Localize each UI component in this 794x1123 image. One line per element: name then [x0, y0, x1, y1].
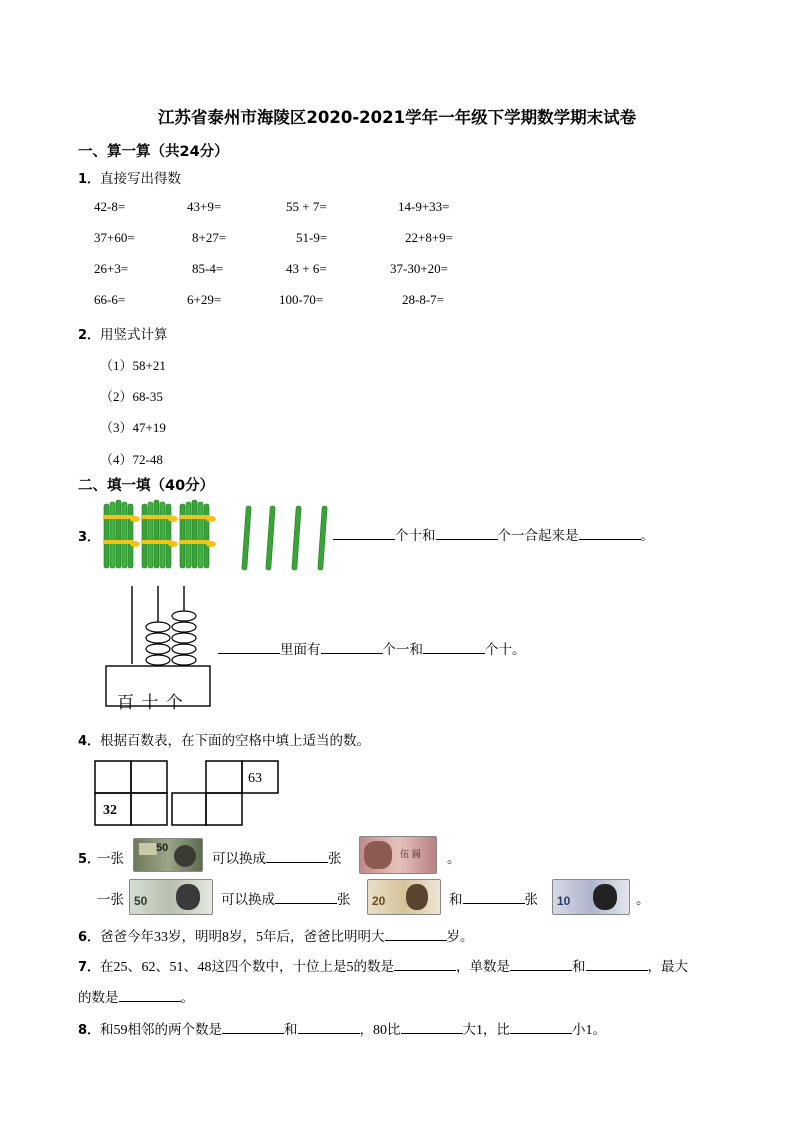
calc-item: 42-8=: [94, 199, 126, 214]
grid-cell-value: 32: [103, 803, 117, 818]
calc-item: 37+60=: [94, 230, 135, 245]
bill-denomination: 伍 圆: [400, 850, 421, 860]
text: ，: [359, 1022, 374, 1038]
answer-blank[interactable]: [401, 1019, 463, 1034]
answer-blank[interactable]: [394, 956, 456, 971]
text: 可以换成: [212, 851, 266, 867]
text: 比: [387, 1022, 401, 1038]
answer-blank[interactable]: [298, 1019, 360, 1034]
question-number: 2．: [78, 328, 101, 343]
text: 相邻的两个数是: [127, 1022, 223, 1038]
text: 爸爸今年: [100, 929, 155, 945]
bill-denomination: 10: [557, 894, 571, 908]
bill-10-yuan-image: [552, 879, 630, 915]
answer-blank[interactable]: [586, 956, 648, 971]
vertical-calc-item: （1）58+21: [100, 358, 166, 373]
calc-item: 100-70=: [279, 292, 324, 307]
text: ，单数是: [456, 959, 511, 975]
question-text: 根据百数表，在下面的空格中填上适当的数。: [100, 733, 371, 749]
number: 80: [373, 1023, 388, 1038]
section-2-heading: 二、填一填（40分）: [78, 478, 215, 494]
question-number: 1．: [78, 172, 101, 187]
text: 岁，明明: [168, 929, 223, 945]
text: 可以换成: [221, 892, 275, 908]
text: 大: [462, 1022, 477, 1038]
question-1: [78, 167, 181, 187]
q5-line-1-text: [212, 847, 342, 867]
calc-item: 43+9=: [187, 199, 222, 214]
abacus-place-labels: 百 十 个: [117, 693, 184, 713]
text: 小: [572, 1022, 586, 1038]
bill-50-jiao-image: [133, 838, 203, 872]
answer-blank[interactable]: [579, 525, 641, 540]
text: 里面有: [280, 642, 321, 658]
text: 张: [524, 892, 538, 908]
text: 的数是: [353, 959, 395, 975]
calc-item: 55 + 7=: [286, 199, 327, 214]
question-text: 直接写出得数: [100, 171, 182, 187]
bill-denomination: 50: [156, 842, 169, 854]
page-title: 江苏省泰州市海陵区2020-2021学年一年级下学期数学期末试卷: [157, 108, 637, 127]
answer-blank[interactable]: [385, 926, 447, 941]
text: 这四个数中，十位上是: [211, 959, 347, 975]
question-number: 5．: [78, 852, 101, 867]
calc-item: 37-30+20=: [390, 261, 448, 276]
text: 。: [180, 990, 194, 1006]
question-2: [78, 323, 168, 343]
text: 一张: [97, 892, 124, 908]
answer-blank[interactable]: [275, 889, 337, 904]
text: 岁，: [229, 929, 257, 945]
answer-blank[interactable]: [510, 956, 572, 971]
text: 的数是: [78, 990, 119, 1006]
calc-item: 66-6=: [94, 292, 126, 307]
text: 和: [284, 1022, 298, 1038]
bill-5-yuan-image: [359, 836, 437, 874]
bill-denomination: 20: [372, 894, 386, 908]
calc-item: 51-9=: [296, 230, 328, 245]
answer-blank[interactable]: [423, 639, 485, 654]
number: 59: [113, 1023, 128, 1038]
text: 。: [640, 528, 654, 544]
bundled-sticks-image: [100, 498, 332, 574]
calc-item: 28-8-7=: [402, 292, 444, 307]
question-text: 用竖式计算: [100, 327, 168, 343]
question-8: [78, 1018, 606, 1039]
text: 岁。: [446, 929, 474, 945]
text: 。: [636, 892, 650, 908]
question-6: [78, 925, 474, 946]
number: 5: [256, 930, 264, 945]
question-number: 6．: [78, 930, 101, 945]
answer-blank[interactable]: [222, 1019, 284, 1034]
question-7-line-1: [78, 955, 688, 976]
question-number: 3．: [78, 530, 101, 545]
text: 个一合起来是: [497, 528, 579, 544]
number: 8: [222, 930, 230, 945]
answer-blank[interactable]: [266, 848, 328, 863]
hundred-chart-grids: [93, 759, 283, 829]
q5-line-2-text-b: [449, 888, 538, 908]
text: 个一和: [382, 642, 423, 658]
question-number: 7．: [78, 960, 101, 975]
question-number: 4．: [78, 734, 101, 749]
answer-blank[interactable]: [510, 1019, 572, 1034]
calc-item: 8+27=: [192, 230, 227, 245]
q3-line-1: [333, 524, 654, 544]
answer-blank[interactable]: [321, 639, 383, 654]
text: 一张: [97, 851, 124, 867]
grid-cell-value: 63: [248, 771, 262, 786]
answer-blank[interactable]: [333, 525, 395, 540]
q3-line-2: [218, 638, 526, 658]
text: 年后，爸爸比明明大: [263, 929, 385, 945]
text: 。: [447, 851, 461, 867]
text: 张: [337, 892, 351, 908]
bill-20-yuan-image: [367, 879, 441, 915]
text: ，比: [483, 1022, 511, 1038]
text: 和: [449, 892, 463, 908]
text: 张: [328, 851, 342, 867]
calc-item: 6+29=: [187, 292, 222, 307]
calc-item: 14-9+33=: [398, 199, 450, 214]
calc-item: 43 + 6=: [286, 261, 327, 276]
text: 和: [572, 959, 586, 975]
answer-blank[interactable]: [218, 639, 280, 654]
answer-blank[interactable]: [436, 525, 498, 540]
question-7-line-2: [78, 986, 194, 1006]
number: 1: [585, 1023, 593, 1038]
calc-item: 22+8+9=: [405, 230, 453, 245]
number: 33: [154, 930, 169, 945]
question-number: 8．: [78, 1023, 101, 1038]
number: 25、62、51、48: [113, 960, 212, 975]
number: 5: [346, 960, 354, 975]
bill-50-yuan-image: [129, 879, 213, 915]
calc-item: 26+3=: [94, 261, 129, 276]
vertical-calc-item: （3）47+19: [100, 420, 166, 435]
section-1-heading: 一、算一算（共24分）: [78, 144, 229, 160]
text: ，最大: [647, 959, 689, 975]
calc-item: 85-4=: [192, 261, 224, 276]
bill-denomination: 50: [134, 894, 148, 908]
answer-blank[interactable]: [463, 889, 525, 904]
answer-blank[interactable]: [119, 987, 181, 1002]
question-4: [78, 729, 370, 749]
text: 在: [100, 959, 114, 975]
text: 个十和: [395, 528, 436, 544]
vertical-calc-item: （2）68-35: [100, 389, 163, 404]
number: 1: [476, 1023, 484, 1038]
text: 和: [100, 1022, 114, 1038]
vertical-calc-item: （4）72-48: [100, 452, 163, 467]
q5-line-2-text: [221, 888, 351, 908]
text: 。: [592, 1022, 607, 1038]
text: 个十。: [485, 642, 526, 658]
